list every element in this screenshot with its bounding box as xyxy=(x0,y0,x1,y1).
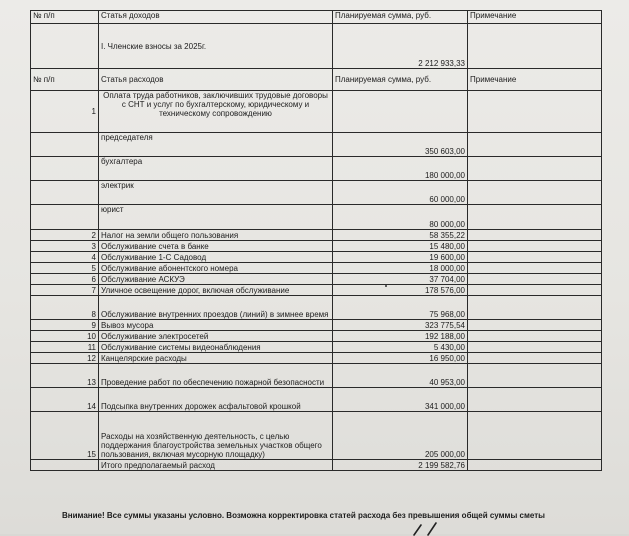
expense-row xyxy=(31,274,602,285)
header-amount: Планируемая сумма, руб. xyxy=(333,11,468,24)
total-item: Итого предполагаемый расход xyxy=(99,460,333,471)
expense-header-amount: Планируемая сумма, руб. xyxy=(333,69,468,91)
row-amount: 19 600,00 xyxy=(333,252,468,263)
row-no: 13 xyxy=(31,364,99,388)
expense-header-row xyxy=(31,69,602,91)
total-no xyxy=(31,460,99,471)
labor-sub-item: электрик xyxy=(99,181,333,205)
expense-row xyxy=(31,412,602,460)
row-item: Налог на земли общего пользования xyxy=(99,230,333,241)
row-note xyxy=(468,241,602,252)
expense-row xyxy=(31,241,602,252)
income-item: I. Членские взносы за 2025г. xyxy=(99,24,333,69)
row-amount: 205 000,00 xyxy=(333,412,468,460)
labor-sub-item: бухгалтера xyxy=(99,157,333,181)
labor-sub-note xyxy=(468,205,602,230)
expense-row xyxy=(31,252,602,263)
row-amount: 5 430,00 xyxy=(333,342,468,353)
labor-sub-note xyxy=(468,181,602,205)
row-item: Вывоз мусора xyxy=(99,320,333,331)
row-item: Расходы на хозяйственную деятельность, с целью поддержания благоустройства земельных участков общего пользования, включая мусорную площадку) xyxy=(99,412,333,460)
expense-row xyxy=(31,230,602,241)
row-no: 15 xyxy=(31,412,99,460)
labor-sub-no xyxy=(31,205,99,230)
expense-header-note: Примечание xyxy=(468,69,602,91)
expense-rows xyxy=(31,230,602,460)
labor-sub-row xyxy=(31,181,602,205)
row-note xyxy=(468,320,602,331)
row-no: 6 xyxy=(31,274,99,285)
row-amount: 323 775,54 xyxy=(333,320,468,331)
row-note xyxy=(468,252,602,263)
total-row xyxy=(31,460,602,471)
row-amount: 192 188,00 xyxy=(333,331,468,342)
income-row xyxy=(31,24,602,69)
row-no: 7 xyxy=(31,285,99,296)
row-no: 5 xyxy=(31,263,99,274)
labor-amount xyxy=(333,91,468,133)
row-no: 9 xyxy=(31,320,99,331)
labor-sub-item: юрист xyxy=(99,205,333,230)
labor-sub-no xyxy=(31,181,99,205)
labor-sub-row xyxy=(31,205,602,230)
labor-sub-amount: 350 603,00 xyxy=(333,133,468,157)
expense-row xyxy=(31,296,602,320)
labor-sub-no xyxy=(31,157,99,181)
row-no: 12 xyxy=(31,353,99,364)
row-note xyxy=(468,274,602,285)
row-item: Подсыпка внутренних дорожек асфальтовой крошкой xyxy=(99,388,333,412)
expense-row xyxy=(31,263,602,274)
expense-row xyxy=(31,285,602,296)
row-item: Уличное освещение дорог, включая обслуживание xyxy=(99,285,333,296)
row-amount: 75 968,00 xyxy=(333,296,468,320)
row-item: Обслуживание абонентского номера xyxy=(99,263,333,274)
income-amount: 2 212 933,33 xyxy=(333,24,468,69)
budget-table xyxy=(30,10,602,471)
row-note xyxy=(468,296,602,320)
row-note xyxy=(468,388,602,412)
row-note xyxy=(468,331,602,342)
expense-row xyxy=(31,353,602,364)
row-amount: 58 355,22 xyxy=(333,230,468,241)
footnote: Внимание! Все суммы указаны условно. Возможна корректировка статей расхода без превышения общей суммы сметы xyxy=(62,511,545,520)
labor-note xyxy=(468,91,602,133)
expense-row xyxy=(31,388,602,412)
labor-sub-note xyxy=(468,133,602,157)
row-item: Обслуживание электросетей xyxy=(99,331,333,342)
row-item: Обслуживание счета в банке xyxy=(99,241,333,252)
row-item: Обслуживание АСКУЭ xyxy=(99,274,333,285)
income-no xyxy=(31,24,99,69)
total-note xyxy=(468,460,602,471)
expense-header-item: Статья расходов xyxy=(99,69,333,91)
row-amount: 15 480,00 xyxy=(333,241,468,252)
labor-sub-item: председателя xyxy=(99,133,333,157)
labor-row xyxy=(31,91,602,133)
row-amount: 16 950,00 xyxy=(333,353,468,364)
row-item: Обслуживание внутренних проездов (линий) в зимнее время xyxy=(99,296,333,320)
labor-sub-row xyxy=(31,133,602,157)
income-header-row xyxy=(31,11,602,24)
row-amount: 40 953,00 xyxy=(333,364,468,388)
labor-sub-no xyxy=(31,133,99,157)
expense-header-no: № п/п xyxy=(31,69,99,91)
row-no: 2 xyxy=(31,230,99,241)
labor-no: 1 xyxy=(31,91,99,133)
row-amount: 37 704,00 xyxy=(333,274,468,285)
labor-sub-note xyxy=(468,157,602,181)
row-item: Канцелярские расходы xyxy=(99,353,333,364)
total-amount: 2 199 582,76 xyxy=(333,460,468,471)
header-item: Статья доходов xyxy=(99,11,333,24)
row-amount: 341 000,00 xyxy=(333,388,468,412)
row-amount: 178 576,00 xyxy=(333,285,468,296)
row-note xyxy=(468,412,602,460)
row-item: Обслуживание 1-С Садовод xyxy=(99,252,333,263)
row-note xyxy=(468,342,602,353)
labor-sub-amount: 60 000,00 xyxy=(333,181,468,205)
expense-row xyxy=(31,331,602,342)
row-item: Проведение работ по обеспечению пожарной безопасности xyxy=(99,364,333,388)
header-no: № п/п xyxy=(31,11,99,24)
row-no: 8 xyxy=(31,296,99,320)
row-note xyxy=(468,285,602,296)
expense-row xyxy=(31,364,602,388)
row-no: 14 xyxy=(31,388,99,412)
row-no: 10 xyxy=(31,331,99,342)
row-no: 11 xyxy=(31,342,99,353)
expense-row xyxy=(31,320,602,331)
row-no: 3 xyxy=(31,241,99,252)
row-note xyxy=(468,364,602,388)
header-note: Примечание xyxy=(468,11,602,24)
row-note xyxy=(468,230,602,241)
row-no: 4 xyxy=(31,252,99,263)
labor-item: Оплата труда работников, заключивших трудовые договоры с СНТ и услуг по бухгалтерскому, юридическому и техническому сопровождению xyxy=(99,91,333,133)
labor-sub-row xyxy=(31,157,602,181)
row-amount: 18 000,00 xyxy=(333,263,468,274)
labor-sub-amount: 180 000,00 xyxy=(333,157,468,181)
row-item: Обслуживание системы видеонаблюдения xyxy=(99,342,333,353)
ink-dot xyxy=(385,285,387,287)
row-note xyxy=(468,263,602,274)
income-note xyxy=(468,24,602,69)
labor-sub-amount: 80 000,00 xyxy=(333,205,468,230)
expense-row xyxy=(31,342,602,353)
row-note xyxy=(468,353,602,364)
